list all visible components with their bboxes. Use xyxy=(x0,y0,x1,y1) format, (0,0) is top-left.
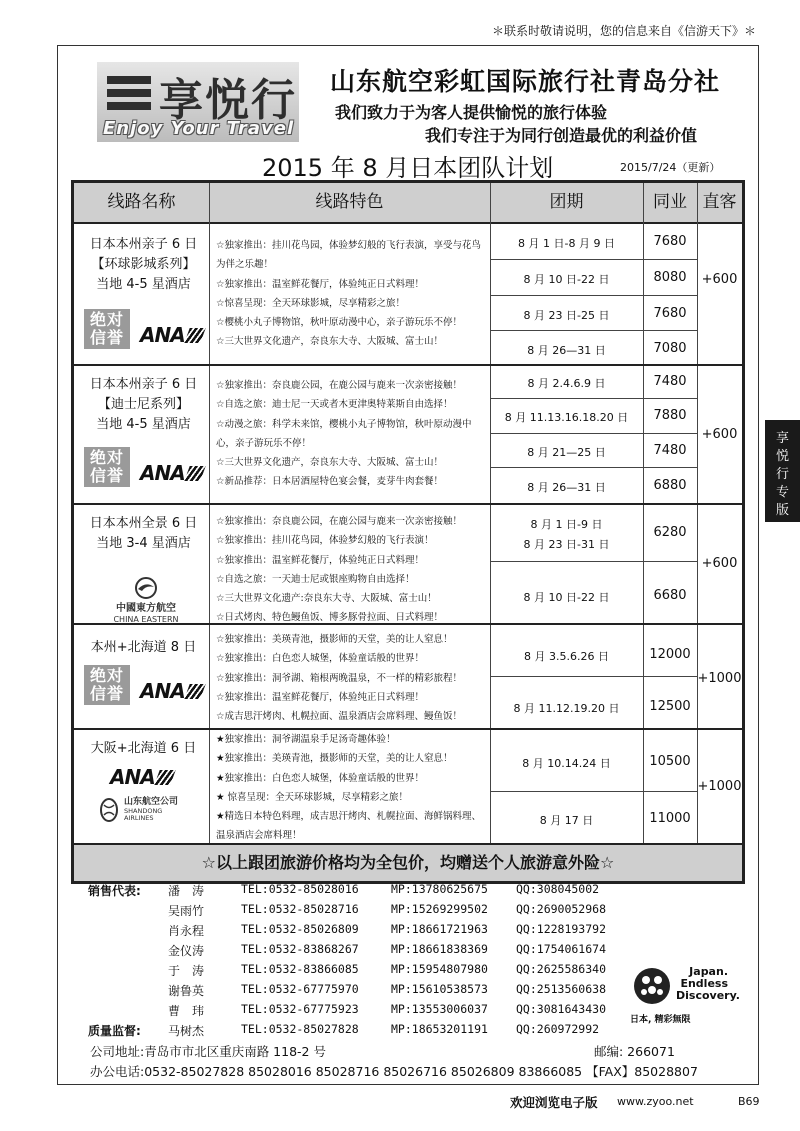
trade-price: 7080 xyxy=(653,341,687,356)
japan-tagline-3: Discovery. xyxy=(676,989,740,1002)
ana-logo xyxy=(140,323,203,347)
tour-date: 8 月 3.5.6.26 日 xyxy=(524,650,609,663)
contact-name: 吴雨竹 xyxy=(168,904,205,918)
route-title: 日本本州亲子 6 日 xyxy=(89,377,198,392)
reputation-badge: 绝对信誉 xyxy=(84,665,130,705)
feature-item: ☆三大世界文化遗产，奈良东大寺、大阪城、富士山！ xyxy=(216,336,444,348)
feature-item: ★精选日本特色料理，成吉思汗烤肉、札幌拉面、海鲜锅料理、温泉酒店会席料理！ xyxy=(216,811,482,842)
header-trade-price: 同业 xyxy=(653,192,687,212)
trade-price: 12500 xyxy=(649,699,691,714)
feature-item: ☆独家推出：白色恋人城堡，体验童话般的世界！ xyxy=(216,653,425,665)
plan-title: 2015 年 8 月日本团队计划 xyxy=(262,154,554,182)
feature-item: ☆独家推出：美瑛青池，摄影师的天堂，美的让人窒息！ xyxy=(216,634,453,645)
feature-item: ☆日式烤肉、特色鳗鱼饭、博多豚骨拉面、日式料理！ xyxy=(216,612,444,624)
route-title: 日本本州亲子 6 日 xyxy=(89,237,198,252)
ana-logo-text: ANA xyxy=(110,765,155,789)
page-number: B69 xyxy=(738,1095,760,1108)
logo-mark-icon xyxy=(105,72,153,116)
feature-item: ☆新品推荐：日本居酒屋特色宴会餐，麦芽牛肉套餐！ xyxy=(216,476,444,488)
tour-date: 8 月 10 日-22 日 xyxy=(523,273,610,286)
route-features-3 xyxy=(216,512,490,628)
feature-item: ☆动漫之旅：科学未来馆，樱桃小丸子博物馆，秋叶原动漫中心，亲子游玩乐不停！ xyxy=(216,418,472,449)
contact-name: 潘 涛 xyxy=(168,884,205,898)
japan-tagline-1: Japan. xyxy=(689,965,728,978)
route-features-1 xyxy=(216,236,490,352)
feature-item: ★独家推出：白色恋人城堡，体验童话般的世界！ xyxy=(216,772,425,784)
postcode: 邮编: 266071 xyxy=(594,1044,675,1059)
contact-mobile: MP:18661838369 xyxy=(391,942,488,956)
side-tab-char: 享 xyxy=(775,431,789,446)
trade-price: 8080 xyxy=(653,270,687,285)
tour-date: 8 月 2.4.6.9 日 xyxy=(527,377,606,390)
route-hotel: 当地 4-5 星酒店 xyxy=(96,417,191,432)
contact-name: 肖永程 xyxy=(168,924,205,938)
row-divider xyxy=(490,676,697,677)
feature-item: ★独家推出：洞爷湖温泉手足汤奇趣体验！ xyxy=(216,734,396,745)
contact-qq: QQ:1754061674 xyxy=(516,942,607,956)
route-series: 【环球影城系列】 xyxy=(91,257,196,272)
tour-date: 8 月 1 日-8 月 9 日 xyxy=(518,237,615,250)
table-header xyxy=(74,183,742,224)
feature-item: ☆自选之旅：迪士尼一天或者木更津奥特莱斯自由选择！ xyxy=(216,399,453,411)
route-title: 日本本州全景 6 日 xyxy=(89,516,198,531)
trade-price: 7480 xyxy=(653,443,687,458)
ana-logo-text: ANA xyxy=(140,461,185,485)
reputation-badge: 绝对信誉 xyxy=(84,447,130,487)
feature-item: ★ 惊喜呈现：全天环球影城，尽享精彩之旅！ xyxy=(216,791,409,803)
company-logo xyxy=(97,62,299,142)
contact-mobile: MP:18661721963 xyxy=(391,922,488,936)
side-tab-char: 行 xyxy=(775,467,789,482)
feature-item: ☆独家推出：温室鲜花餐厅，体验纯正日式料理！ xyxy=(216,691,425,703)
contact-mobile: MP:15954807980 xyxy=(391,962,488,976)
shandong-emblem-icon xyxy=(98,797,120,823)
china-eastern-emblem-icon xyxy=(133,577,159,599)
shandong-airlines-logo xyxy=(98,797,188,822)
feature-item: ☆独家推出：温室鲜花餐厅，体验纯正日式料理！ xyxy=(216,278,425,290)
ana-stripes-icon xyxy=(154,770,175,785)
japan-tagline-cn: 日本, 精彩無限 xyxy=(630,1015,691,1025)
tour-date: 8 月 17 日 xyxy=(539,814,594,827)
website-link[interactable]: www.zyoo.net xyxy=(617,1095,694,1108)
trade-price: 10500 xyxy=(649,754,691,769)
tour-date: 8 月 23 日-31 日 xyxy=(523,538,610,551)
japan-tagline xyxy=(676,965,740,1002)
direct-price: +1000 xyxy=(697,671,742,686)
direct-price: +600 xyxy=(701,556,738,571)
direct-price: +600 xyxy=(701,427,738,442)
header-route: 线路名称 xyxy=(107,192,176,212)
trade-price: 7680 xyxy=(653,234,687,249)
tour-date: 8 月 11.13.16.18.20 日 xyxy=(504,411,629,424)
header-direct-price: 直客 xyxy=(702,192,737,212)
contact-tel: TEL:0532-85026809 xyxy=(241,922,359,936)
feature-item: ☆独家推出：挂川花鸟园，体验梦幻般的飞行表演，享受与花鸟为伴之乐趣！ xyxy=(216,240,482,271)
row-divider xyxy=(490,330,697,331)
feature-item: ☆独家推出：奈良鹿公园，在鹿公园与鹿来一次亲密接触！ xyxy=(216,516,463,527)
trade-price: 6280 xyxy=(653,525,687,540)
feature-item: ☆自选之旅：一天迪士尼或银座购物自由选择！ xyxy=(216,573,415,585)
col-divider xyxy=(209,183,210,843)
trade-price: 7680 xyxy=(653,306,687,321)
contact-qq: QQ:1228193792 xyxy=(516,922,607,936)
route-name-2 xyxy=(78,375,209,435)
contact-role: 销售代表: xyxy=(88,884,141,898)
row-divider xyxy=(490,433,697,434)
trade-price: 7880 xyxy=(653,408,687,423)
contact-qq: QQ:3081643430 xyxy=(516,1002,607,1016)
contact-name: 金仪涛 xyxy=(168,944,205,958)
contact-mobile: MP:18653201191 xyxy=(391,1022,488,1036)
trade-price: 12000 xyxy=(649,647,691,662)
slogan-2: 我们专注于为同行创造最优的利益价值 xyxy=(425,126,698,145)
ana-stripes-icon xyxy=(184,684,205,699)
price-note-banner: ☆以上跟团旅游价格均为全包价，均赠送个人旅游意外险☆ xyxy=(74,843,742,881)
route-hotel: 当地 4-5 星酒店 xyxy=(96,277,191,292)
group-divider xyxy=(74,503,742,505)
route-name-1 xyxy=(78,235,209,295)
route-name-3 xyxy=(78,514,209,554)
trade-price: 11000 xyxy=(649,811,691,826)
tour-date: 8 月 21—25 日 xyxy=(527,446,606,459)
contact-mobile: MP:15269299502 xyxy=(391,902,488,916)
slogan-1: 我们致力于为客人提供愉悦的旅行体验 xyxy=(335,103,608,122)
contact-name: 于 涛 xyxy=(168,964,205,978)
contact-qq: QQ:2513560638 xyxy=(516,982,607,996)
group-divider xyxy=(74,364,742,366)
header-dates: 团期 xyxy=(549,192,584,212)
feature-item: ☆独家推出：洞爷湖、箱根两晚温泉，不一样的精彩旅程！ xyxy=(216,672,463,684)
trade-price: 6880 xyxy=(653,478,687,493)
source-note: ＊联系时敬请说明，您的信息来自《信游天下》＊ xyxy=(491,24,756,38)
tour-date: 8 月 23 日-25 日 xyxy=(523,309,610,322)
company-address: 公司地址:青岛市市北区重庆南路 118-2 号 xyxy=(90,1044,326,1059)
china-eastern-logo xyxy=(96,577,196,625)
route-title: 大阪+北海道 6 日 xyxy=(90,741,197,756)
ana-stripes-icon xyxy=(184,466,205,481)
contact-tel: TEL:0532-85028016 xyxy=(241,882,359,896)
row-divider xyxy=(490,791,697,792)
contact-name: 曹 玮 xyxy=(168,1004,205,1018)
route-features-2 xyxy=(216,376,490,492)
route-features-5 xyxy=(216,730,490,846)
feature-item: ☆三大世界文化遗产:奈良东大寺、大阪城、富士山！ xyxy=(216,593,437,605)
ana-stripes-icon xyxy=(184,328,205,343)
office-phone: 办公电话:0532-85027828 85028016 85028716 85026716 85026809 83866085 【FAX】85028807 xyxy=(90,1064,698,1079)
route-features-4 xyxy=(216,630,490,726)
logo-text-cn: 享悦行 xyxy=(159,75,297,126)
feature-item: ★独家推出：美瑛青池，摄影师的天堂，美的让人窒息！ xyxy=(216,753,453,765)
welcome-text: 欢迎浏览电子版 xyxy=(510,1095,598,1110)
tour-date: 8 月 10.14.24 日 xyxy=(522,757,611,770)
contact-tel: TEL:0532-67775970 xyxy=(241,982,359,996)
route-hotel: 当地 3-4 星酒店 xyxy=(96,536,191,551)
row-divider xyxy=(490,295,697,296)
japan-tagline-2: Endless xyxy=(680,977,728,990)
row-divider xyxy=(490,467,697,468)
tour-date: 8 月 26—31 日 xyxy=(527,481,606,494)
tour-date: 8 月 1 日-9 日 xyxy=(530,518,603,531)
feature-item: ☆三大世界文化遗产，奈良东大寺、大阪城、富士山！ xyxy=(216,457,444,469)
contact-tel: TEL:0532-83866085 xyxy=(241,962,359,976)
route-series: 【迪士尼系列】 xyxy=(97,397,189,412)
feature-item: ☆独家推出：挂川花鸟园，体验梦幻般的飞行表演！ xyxy=(216,535,434,547)
side-tab xyxy=(765,420,800,522)
contact-qq: QQ:308045002 xyxy=(516,882,600,896)
side-tab-char: 专 xyxy=(775,485,789,500)
update-date: 2015/7/24（更新） xyxy=(620,161,721,174)
direct-price: +600 xyxy=(701,272,738,287)
china-eastern-cn: 中國東方航空 xyxy=(116,603,176,614)
tour-date: 8 月 26—31 日 xyxy=(527,344,606,357)
route-title: 本州+北海道 8 日 xyxy=(90,640,197,655)
contact-tel: TEL:0532-83868267 xyxy=(241,942,359,956)
feature-item: ☆独家推出：奈良鹿公园，在鹿公园与鹿来一次亲密接触！ xyxy=(216,380,463,391)
contact-tel: TEL:0532-85027828 xyxy=(241,1022,359,1036)
trade-price: 7480 xyxy=(653,374,687,389)
ana-logo xyxy=(140,461,203,485)
japan-tourism-logo xyxy=(628,964,738,1024)
ana-logo xyxy=(140,679,203,703)
ana-logo-text: ANA xyxy=(140,679,185,703)
tour-date: 8 月 10 日-22 日 xyxy=(523,591,610,604)
contact-name: 谢鲁英 xyxy=(168,984,205,998)
row-divider xyxy=(490,398,697,399)
feature-item: ☆惊喜呈现：全天环球影城，尽享精彩之旅！ xyxy=(216,297,406,309)
contact-mobile: MP:13780625675 xyxy=(391,882,488,896)
contact-qq: QQ:2625586340 xyxy=(516,962,607,976)
china-eastern-en: CHINA EASTERN xyxy=(113,615,179,624)
ana-logo xyxy=(110,765,173,789)
tour-date: 8 月 11.12.19.20 日 xyxy=(513,702,620,715)
side-tab-char: 悦 xyxy=(775,449,789,464)
logo-text-en: Enjoy Your Travel xyxy=(103,118,295,139)
contact-mobile: MP:15610538573 xyxy=(391,982,488,996)
feature-item: ☆独家推出：温室鲜花餐厅，体验纯正日式料理！ xyxy=(216,554,425,566)
contact-qq: QQ:2690052968 xyxy=(516,902,607,916)
tour-table xyxy=(71,180,745,884)
direct-price: +1000 xyxy=(697,779,742,794)
contact-role: 质量监督: xyxy=(88,1024,141,1038)
header-features: 线路特色 xyxy=(315,192,384,212)
contact-name: 马树杰 xyxy=(168,1024,205,1038)
flower-emblem-icon xyxy=(632,966,672,1010)
route-name-4 xyxy=(78,638,209,658)
reputation-badge: 绝对信誉 xyxy=(84,309,130,349)
feature-item: ☆成吉思汗烤肉、札幌拉面、温泉酒店会席料理、鳗鱼饭！ xyxy=(216,711,463,723)
shandong-cn: 山东航空公司 xyxy=(124,797,179,807)
contact-tel: TEL:0532-85028716 xyxy=(241,902,359,916)
route-name-5 xyxy=(78,739,209,759)
shandong-en: SHANDONG AIRLINES xyxy=(124,807,163,822)
row-divider xyxy=(490,561,697,562)
trade-price: 6680 xyxy=(653,588,687,603)
contact-tel: TEL:0532-67775923 xyxy=(241,1002,359,1016)
contact-qq: QQ:260972992 xyxy=(516,1022,600,1036)
ana-logo-text: ANA xyxy=(140,323,185,347)
contact-mobile: MP:13553006037 xyxy=(391,1002,488,1016)
feature-item: ☆樱桃小丸子博物馆，秋叶原动漫中心，亲子游玩乐不停！ xyxy=(216,317,463,329)
row-divider xyxy=(490,259,697,260)
side-tab-char: 版 xyxy=(775,503,789,518)
company-name: 山东航空彩虹国际旅行社青岛分社 xyxy=(330,67,721,96)
